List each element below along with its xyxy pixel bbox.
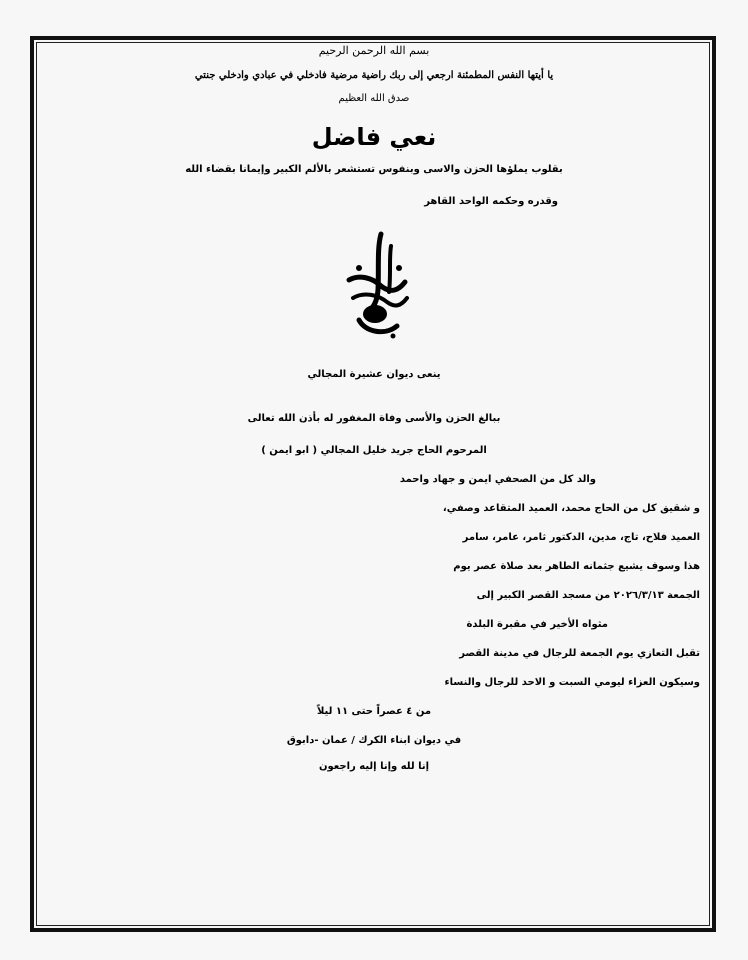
intro-line-1: بقلوب يملؤها الحزن والاسى وبنفوس تستشعر بالألم الكبير وإيمانا بقضاء الله	[185, 164, 563, 175]
body-line-8: مثواه الأخير في مقبرة البلدة	[466, 619, 608, 630]
obituary-body	[40, 402, 708, 779]
body-line-13: إنا لله وإنا إليه راجعون	[318, 761, 430, 772]
intro-paragraph	[40, 154, 708, 218]
body-line-2: المرحوم الحاج جريد خليل المجالي ( ابو ايمن )	[261, 445, 487, 456]
clan-logo	[40, 226, 708, 346]
body-line-5: العميد فلاح، تاج، مدين، الدكتور ثامر، عامر، سامر	[462, 532, 700, 543]
basmala: بسم الله الرحمن الرحيم	[318, 44, 430, 57]
obituary-content	[40, 40, 708, 779]
body-line-4: و شقيق كل من الحاج محمد، العميد المتقاعد وصفي،	[442, 503, 700, 514]
body-line-9: تقبل التعازي يوم الجمعة للرجال في مدينة القصر	[459, 648, 700, 659]
obituary-heading: نعي فاضل	[311, 123, 437, 151]
body-line-12: في ديوان ابناء الكرك / عمان -دابوق	[286, 735, 462, 746]
body-line-3: والد كل من الصحفي ايمن و جهاد واحمد	[399, 474, 596, 485]
body-line-10: وسيكون العزاء ليومي السبت و الاحد للرجال والنساء	[444, 677, 700, 688]
body-line-11: من ٤ عصراً حتى ١١ ليلاً	[316, 706, 432, 717]
calligraphy-logo-icon	[329, 228, 419, 344]
sadaqa-line: صدق الله العظيم	[338, 93, 410, 104]
body-line-7: الجمعة ٢٠٢٦/٣/١٣ من مسجد القصر الكبير إلى	[476, 590, 700, 601]
announcement-title: ينعى ديوان عشيرة المجالي	[307, 369, 441, 380]
body-line-6: هذا وسوف يشيع جثمانه الطاهر بعد صلاة عصر يوم	[453, 561, 700, 572]
body-line-1: ببالغ الحزن والأسى وفاة المغفور له بأذن الله تعالى	[247, 413, 501, 424]
intro-line-2: وقدره وحكمه الواحد القاهر	[424, 196, 558, 207]
quran-verse: يا أيتها النفس المطمئنة ارجعي إلى ربك راضية مرضية فادخلي في عبادي وادخلي جنتي	[194, 70, 554, 81]
